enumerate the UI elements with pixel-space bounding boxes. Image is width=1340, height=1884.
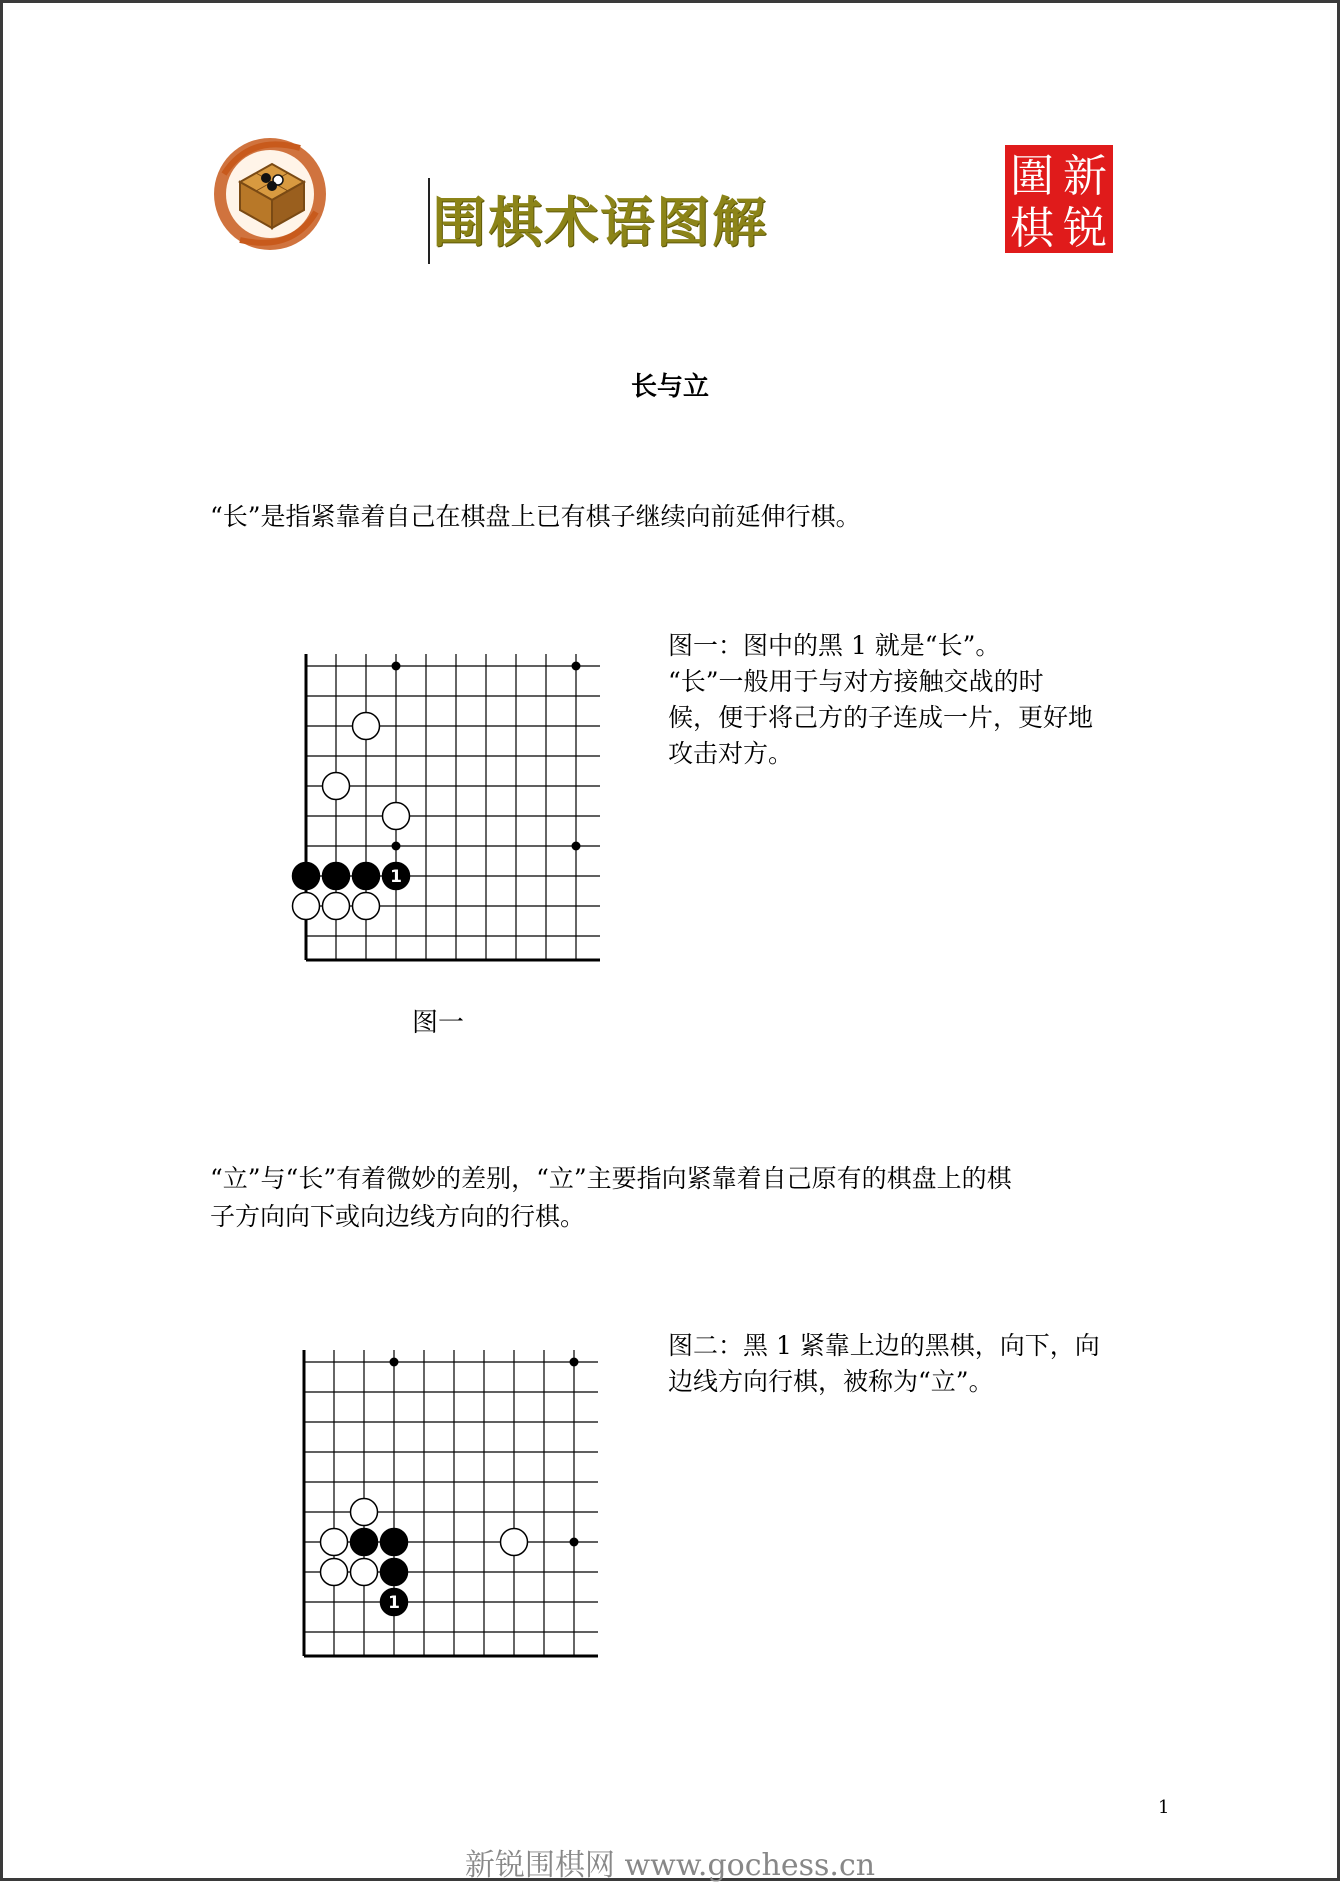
black-stone [351,1529,378,1556]
go-board-logo-icon [210,134,330,254]
footer-watermark: 新锐围棋网 www.gochess.cn [464,1848,876,1883]
star-point [570,1358,579,1367]
seal-stamp [1005,145,1113,253]
black-stone [353,863,380,890]
figure-1-description-line: 候，便于将己方的子连成一片，更好地 [668,703,1094,732]
paragraph-li-definition [210,1160,1012,1236]
black-stone [293,863,320,890]
white-stone [501,1529,528,1556]
star-point [572,662,581,671]
figure-1-description [668,628,1093,772]
go-board-figure-2 [278,1346,608,1662]
star-point [392,662,401,671]
svg-text:棋: 棋 [1010,203,1054,253]
figure-1-description-line: 攻击对方。 [668,739,794,768]
white-stone [321,1559,348,1586]
svg-text:新: 新 [1063,151,1107,202]
page-title: 长与立 [630,372,709,402]
figure-2-description [668,1328,1100,1400]
svg-text:圍: 圍 [1010,151,1054,202]
figure-1-description-line: 图一：图中的黑 1 就是“长”。 [668,631,1001,660]
figure-1-caption: 图一 [412,1008,465,1038]
figure-2-description-line: 边线方向行棋，被称为“立”。 [668,1367,994,1396]
white-stone [323,893,350,920]
white-stone [351,1559,378,1586]
star-point [390,1358,399,1367]
black-stone [381,1529,408,1556]
white-stone [353,893,380,920]
white-stone [351,1499,378,1526]
star-point [572,842,581,851]
paragraph-chang-definition: “长”是指紧靠着自己在棋盘上已有棋子继续向前延伸行棋。 [210,502,861,531]
figure-1-description-line: “长”一般用于与对方接触交战的时 [668,667,1044,696]
header-divider [428,178,430,264]
stone-label: 1 [388,1593,400,1613]
stone-label: 1 [390,867,402,887]
black-stone [381,1559,408,1586]
white-stone [383,803,410,830]
white-stone [353,713,380,740]
star-point [570,1538,579,1547]
star-point [392,842,401,851]
white-stone [323,773,350,800]
figure-2-description-line: 图二：黑 1 紧靠上边的黑棋，向下，向 [668,1331,1100,1360]
paragraph-line: “立”与“长”有着微妙的差别，“立”主要指向紧靠着自己原有的棋盘上的棋 [210,1164,1012,1193]
page-number: 1 [1158,1797,1170,1818]
paragraph-line: 子方向向下或向边线方向的行棋。 [210,1202,586,1231]
white-stone [293,893,320,920]
svg-text:锐: 锐 [1063,203,1107,253]
black-stone [323,863,350,890]
go-board-figure-1 [280,650,610,970]
header-title: 围棋术语图解 [432,191,768,254]
white-stone [321,1529,348,1556]
